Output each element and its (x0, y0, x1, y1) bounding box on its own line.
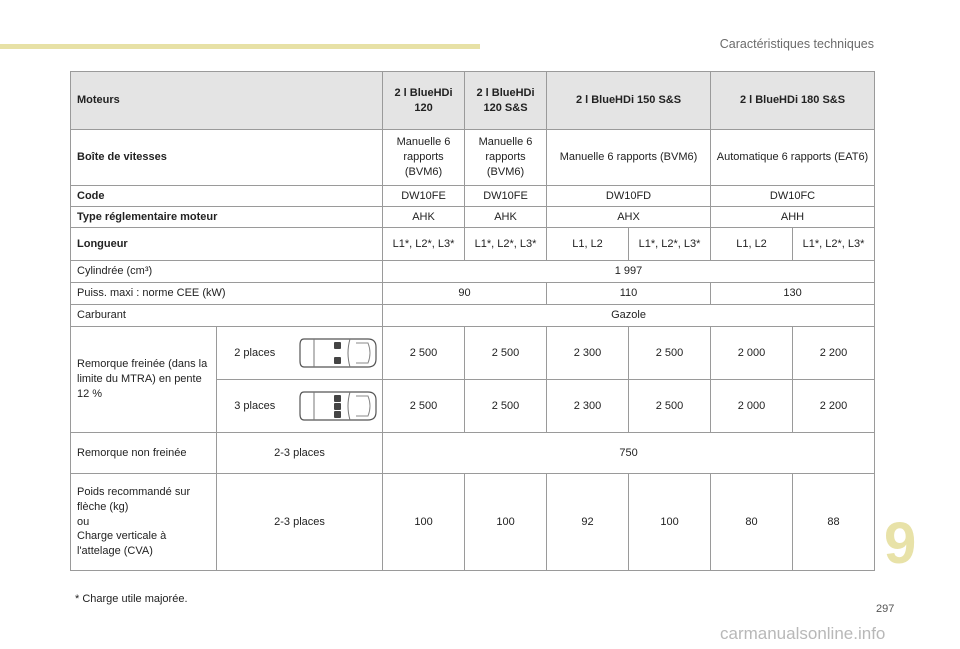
unbraked-cell: 750 (383, 433, 875, 474)
gearbox-cell: Manuelle 6 rapports (BVM6) (547, 130, 711, 186)
table-row (71, 228, 875, 261)
gearbox-label: Boîte de vitesses (71, 130, 383, 186)
gearbox-cell: Manuelle 6 rapports (BVM6) (465, 130, 547, 186)
braked-3-cell: 2 500 (465, 380, 547, 433)
header-accent-bar (0, 44, 480, 49)
braked-trailer-label: Remorque freinée (dans la limite du MTRA) en pente 12 % (71, 327, 217, 433)
braked-2-cell: 2 500 (465, 327, 547, 380)
noseweight-label-line: flèche (kg) (77, 500, 129, 513)
engine-type-cell: AHX (547, 207, 711, 228)
table-row (71, 283, 875, 305)
fuel-label: Carburant (71, 305, 383, 327)
braked-3-cell: 2 200 (793, 380, 875, 433)
braked-2-cell: 2 000 (711, 327, 793, 380)
braked-3-cell: 2 500 (383, 380, 465, 433)
gearbox-cell: Manuelle 6 rapports (BVM6) (383, 130, 465, 186)
specs-table (70, 71, 875, 571)
table-row (71, 474, 875, 571)
engine-cell: 2 l BlueHDi 120 (383, 72, 465, 130)
braked-3-cell: 2 500 (629, 380, 711, 433)
engine-type-cell: AHK (383, 207, 465, 228)
braked-3-cell: 2 300 (547, 380, 629, 433)
power-cell: 110 (547, 283, 711, 305)
power-cell: 90 (383, 283, 547, 305)
unbraked-trailer-label: Remorque non freinée (71, 433, 217, 474)
code-label: Code (71, 186, 383, 207)
code-cell: DW10FC (711, 186, 875, 207)
table-row (71, 327, 875, 380)
noseweight-label-line: l'attelage (CVA) (77, 545, 153, 558)
section-title: Caractéristiques techniques (719, 37, 874, 51)
noseweight-label-line: Poids recommandé sur (77, 485, 191, 498)
length-cell: L1*, L2*, L3* (465, 228, 547, 261)
noseweight-cell: 100 (465, 474, 547, 571)
length-cell: L1, L2 (547, 228, 629, 261)
seating-diagram-2-places (293, 327, 383, 380)
noseweight-label (71, 474, 217, 571)
fuel-cell: Gazole (383, 305, 875, 327)
table-row (71, 305, 875, 327)
table-row (71, 130, 875, 186)
footnote: * Charge utile majorée. (75, 593, 188, 605)
length-label: Longueur (71, 228, 383, 261)
length-cell: L1*, L2*, L3* (383, 228, 465, 261)
noseweight-cell: 92 (547, 474, 629, 571)
noseweight-places: 2-3 places (217, 474, 383, 571)
braked-2-cell: 2 500 (629, 327, 711, 380)
van-3-seats-icon (298, 386, 378, 426)
engine-cell: 2 l BlueHDi 180 S&S (711, 72, 875, 130)
engine-cell: 2 l BlueHDi 120 S&S (465, 72, 547, 130)
table-row (71, 433, 875, 474)
noseweight-cell: 88 (793, 474, 875, 571)
engine-label: Moteurs (71, 72, 383, 130)
code-cell: DW10FD (547, 186, 711, 207)
noseweight-cell: 100 (383, 474, 465, 571)
code-cell: DW10FE (383, 186, 465, 207)
page-number: 297 (876, 603, 895, 615)
power-label: Puiss. maxi : norme CEE (kW) (71, 283, 383, 305)
table-row (71, 72, 875, 130)
engine-type-cell: AHK (465, 207, 547, 228)
noseweight-label-line: Charge verticale à (77, 530, 167, 543)
length-cell: L1*, L2*, L3* (793, 228, 875, 261)
table-row (71, 186, 875, 207)
length-cell: L1, L2 (711, 228, 793, 261)
braked-2-cell: 2 200 (793, 327, 875, 380)
places-label: 2 places (217, 327, 293, 380)
noseweight-cell: 100 (629, 474, 711, 571)
van-2-seats-icon (298, 333, 378, 373)
chapter-number: 9 (884, 511, 917, 576)
gearbox-cell: Automatique 6 rapports (EAT6) (711, 130, 875, 186)
displacement-cell: 1 997 (383, 261, 875, 283)
engine-cell: 2 l BlueHDi 150 S&S (547, 72, 711, 130)
unbraked-places: 2-3 places (217, 433, 383, 474)
length-cell: L1*, L2*, L3* (629, 228, 711, 261)
power-cell: 130 (711, 283, 875, 305)
engine-type-label: Type réglementaire moteur (71, 207, 383, 228)
braked-2-cell: 2 500 (383, 327, 465, 380)
table-row (71, 261, 875, 283)
code-cell: DW10FE (465, 186, 547, 207)
seating-diagram-3-places (293, 380, 383, 433)
noseweight-cell: 80 (711, 474, 793, 571)
engine-type-cell: AHH (711, 207, 875, 228)
places-label: 3 places (217, 380, 293, 433)
braked-2-cell: 2 300 (547, 327, 629, 380)
noseweight-label-line: ou (77, 515, 90, 528)
braked-3-cell: 2 000 (711, 380, 793, 433)
watermark: carmanualsonline.info (720, 624, 886, 643)
displacement-label: Cylindrée (cm³) (71, 261, 383, 283)
table-row (71, 207, 875, 228)
